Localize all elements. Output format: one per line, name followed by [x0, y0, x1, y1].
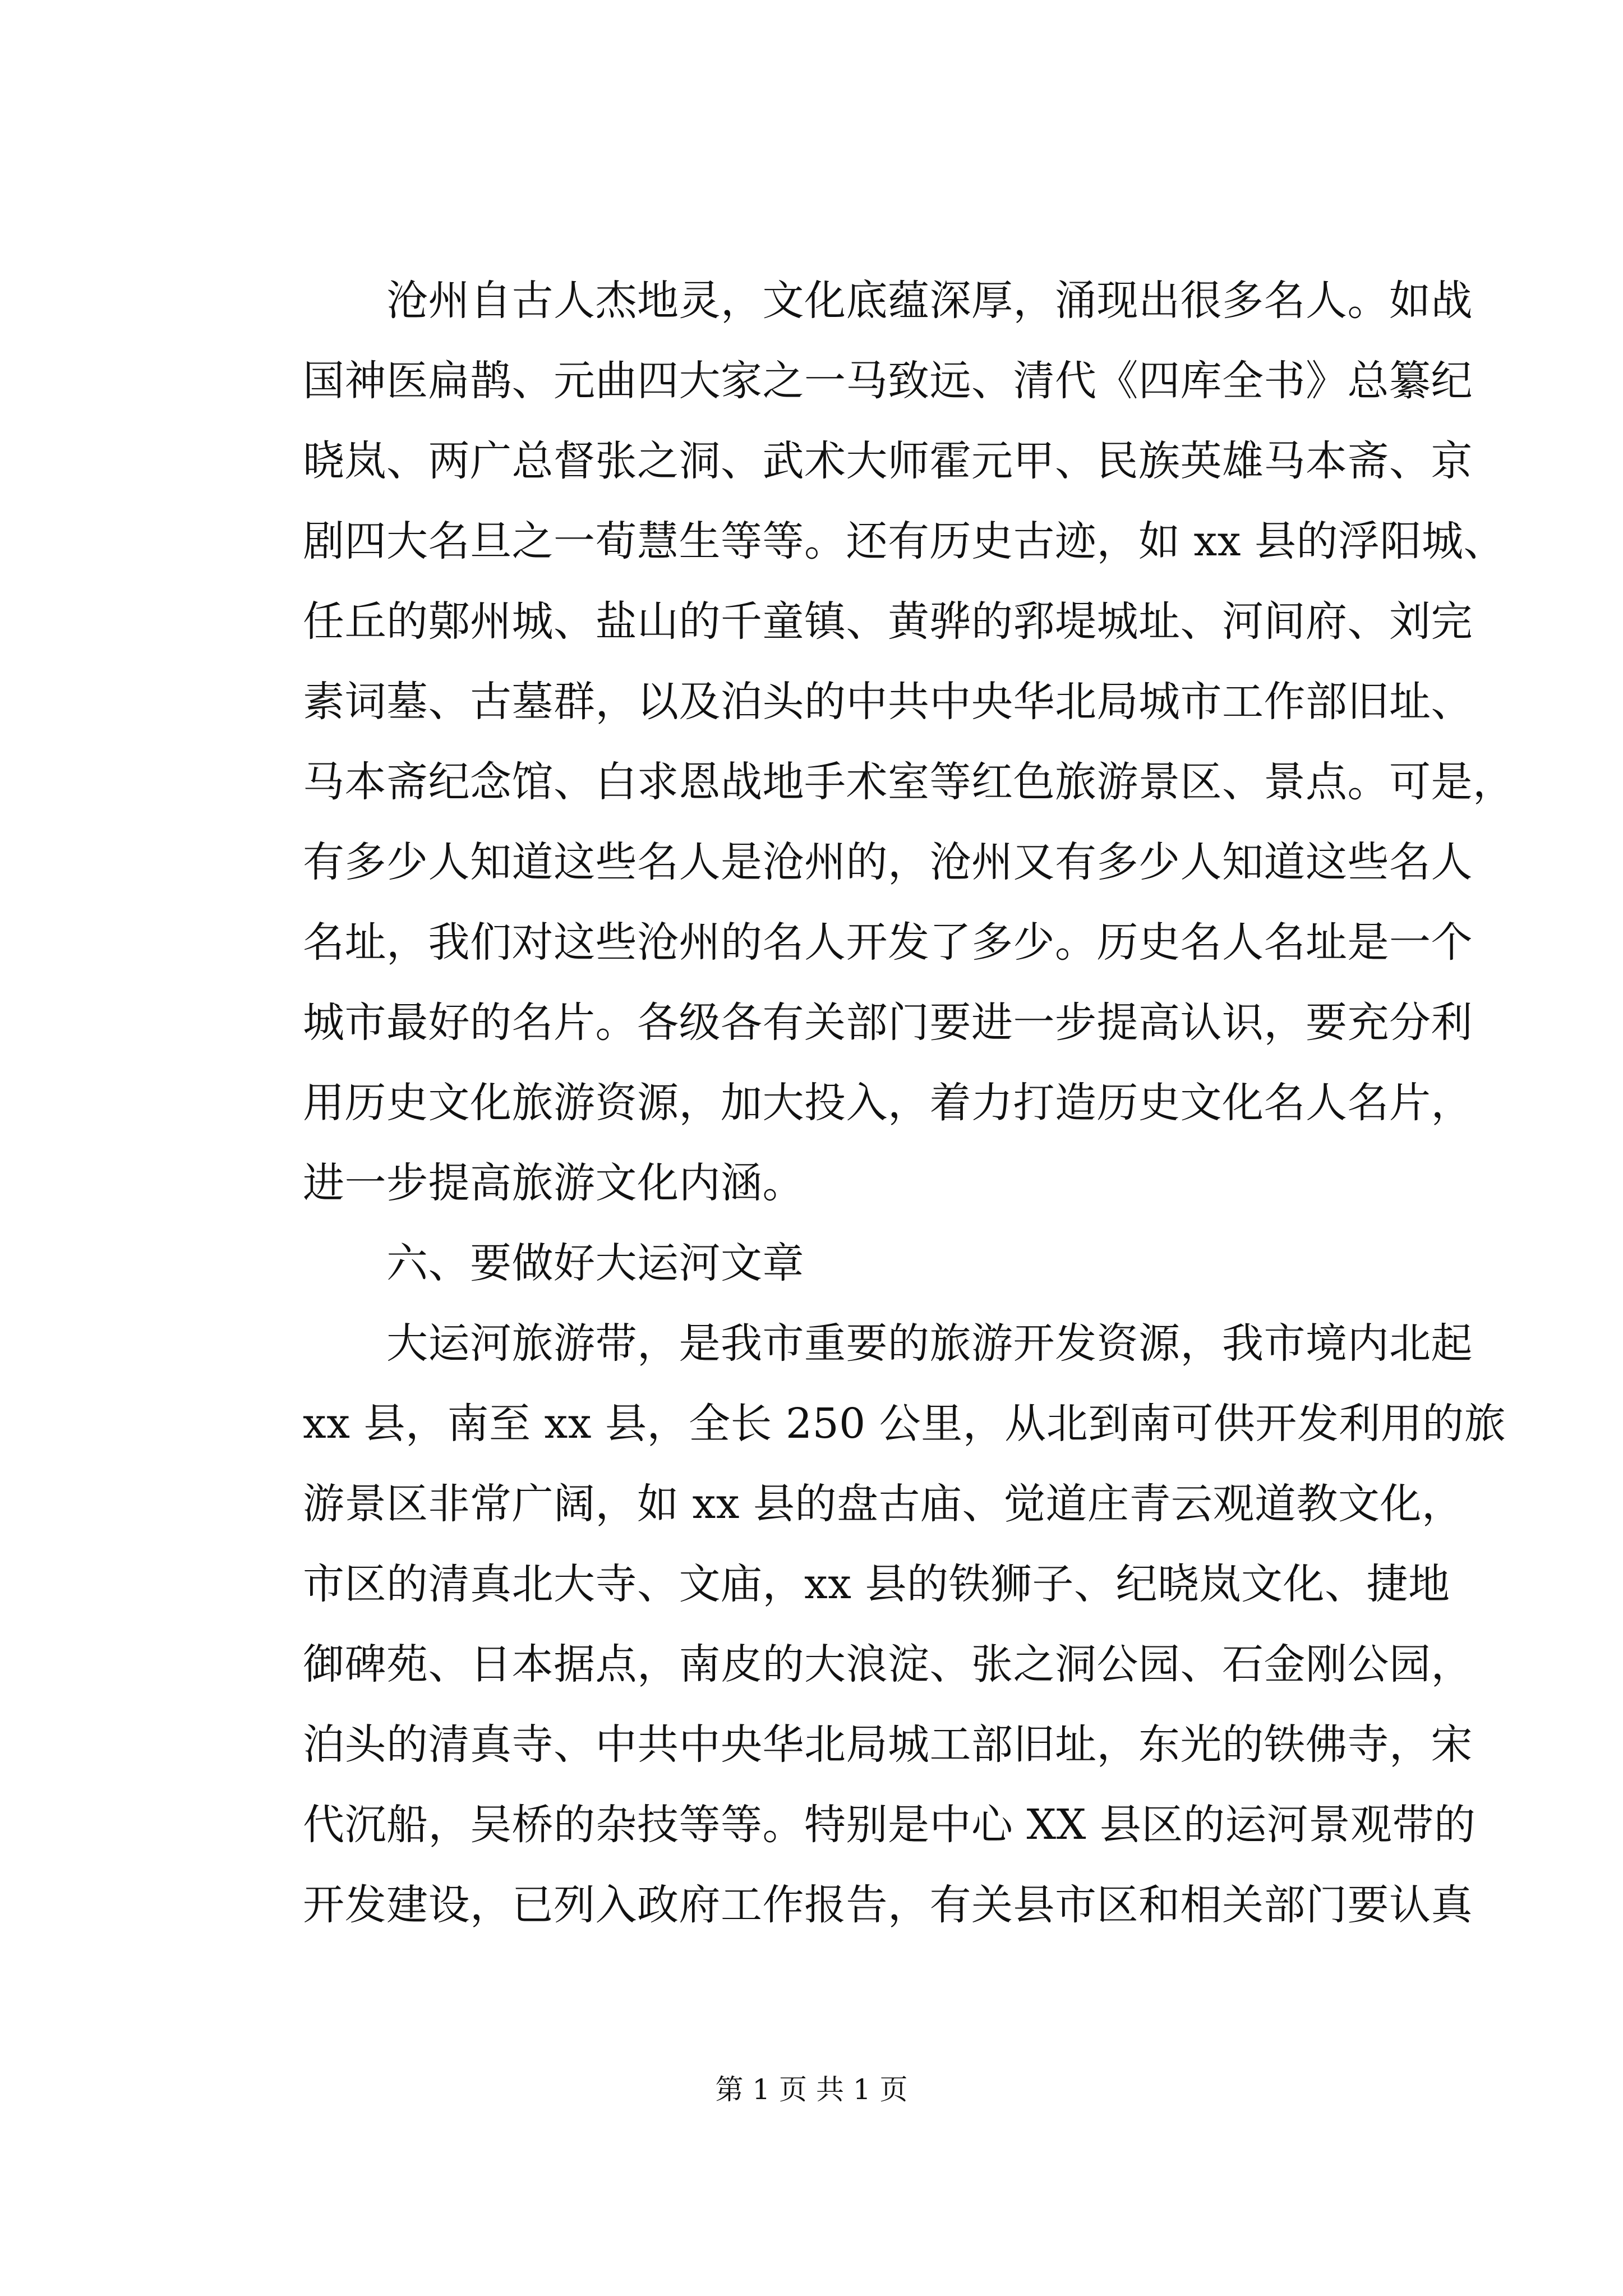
- text-line: 剧四大名旦之一荀慧生等等。还有历史古迹，如 xx 县的浮阳城、: [303, 517, 1506, 565]
- text-line: 进一步提高旅游文化内涵。: [303, 1159, 804, 1207]
- text-line: 晓岚、两广总督张之洞、武术大师霍元甲、民族英雄马本斋、京: [303, 437, 1473, 485]
- text-line: 马本斋纪念馆、白求恩战地手术室等红色旅游景区、景点。可是，: [303, 758, 1515, 806]
- text-line: 有多少人知道这些名人是沧州的，沧州又有多少人知道这些名人: [303, 838, 1473, 886]
- text-line: 御碑苑、日本据点，南皮的大浪淀、张之洞公园、石金刚公园，: [303, 1640, 1473, 1688]
- text-line: xx 县，南至 xx 县，全长 250 公里，从北到南可供开发利用的旅: [303, 1400, 1506, 1448]
- text-line: 城市最好的名片。各级各有关部门要进一步提高认识，要充分利: [303, 999, 1473, 1047]
- text-line: 开发建设，已列入政府工作报告，有关县市区和相关部门要认真: [303, 1881, 1473, 1929]
- text-line: 沧州自古人杰地灵，文化底蕴深厚，涌现出很多名人。如战: [303, 277, 1473, 325]
- section-heading: 六、要做好大运河文章: [303, 1239, 804, 1287]
- text-line: 代沉船，吴桥的杂技等等。特别是中心 XX 县区的运河景观带的: [303, 1801, 1476, 1849]
- text-line: 泊头的清真寺、中共中央华北局城工部旧址，东光的铁佛寺，宋: [303, 1720, 1473, 1769]
- text-line: 素词墓、古墓群，以及泊头的中共中央华北局城市工作部旧址、: [303, 678, 1473, 726]
- page-number-footer: 第 1 页 共 1 页: [715, 2073, 908, 2106]
- text-line: 用历史文化旅游资源，加大投入，着力打造历史文化名人名片，: [303, 1079, 1473, 1127]
- document-body: [303, 261, 1515, 1945]
- text-line: 游景区非常广阔，如 xx 县的盘古庙、觉道庄青云观道教文化，: [303, 1480, 1464, 1528]
- text-line: 国神医扁鹊、元曲四大家之一马致远、清代《四库全书》总纂纪: [303, 357, 1473, 405]
- text-line: 大运河旅游带，是我市重要的旅游开发资源，我市境内北起: [303, 1319, 1473, 1368]
- text-line: 名址，我们对这些沧州的名人开发了多少。历史名人名址是一个: [303, 918, 1473, 967]
- text-line: 市区的清真北大寺、文庙，xx 县的铁狮子、纪晓岚文化、捷地: [303, 1560, 1450, 1608]
- text-line: 任丘的鄚州城、盐山的千童镇、黄骅的郛堤城址、河间府、刘完: [303, 597, 1473, 646]
